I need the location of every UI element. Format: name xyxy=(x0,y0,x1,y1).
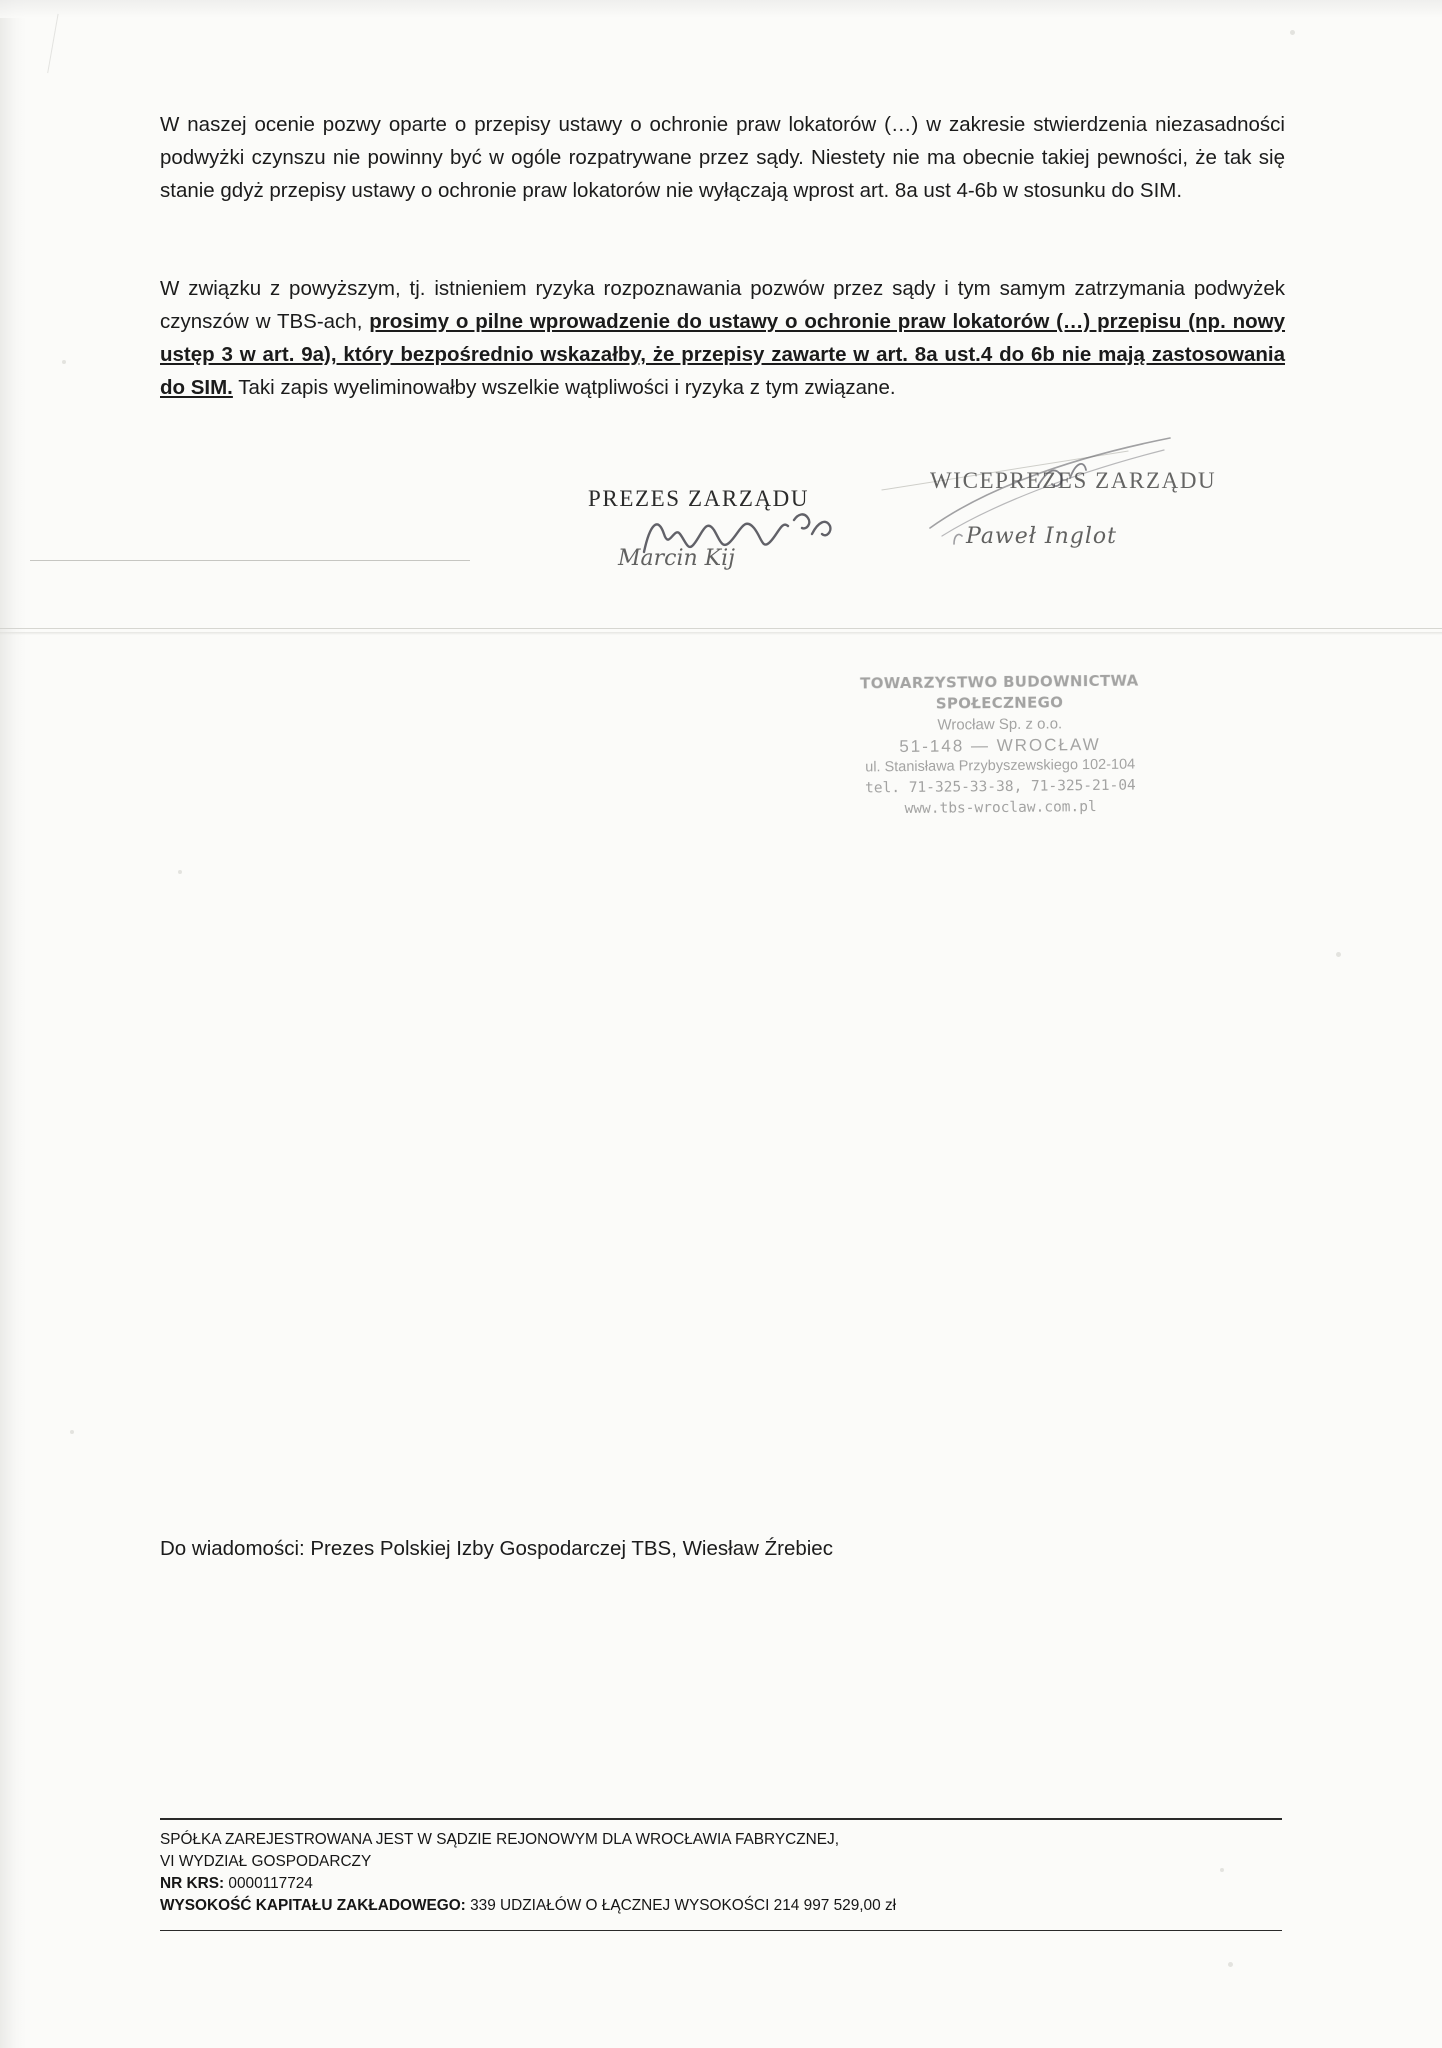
paragraph-2-emphasis: prosimy o pilne wprowadzenie do ustawy o ochronie praw lokatorów (…) przepisu (np. nowy ustęp 3 w art. 9a), który bezpośrednio wskazałby, że przepisy zawarte w art. 8a ust.4 do 6b nie mają zastosowania do SIM. xyxy=(160,310,1286,399)
scan-speck xyxy=(1228,1962,1233,1967)
signature-name-prezes: Marcin Kij xyxy=(618,546,735,571)
paragraph-2 xyxy=(160,272,1285,404)
stamp-line-company: TOWARZYSTWO BUDOWNICTWA SPOŁECZNEGO xyxy=(860,671,1139,713)
stamp-line-street: ul. Stanisława Przybyszewskiego 102-104 xyxy=(865,756,1136,776)
footer-line-2: VI WYDZIAŁ GOSPODARCZY xyxy=(160,1852,372,1870)
signature-block-prezes xyxy=(588,486,809,571)
paragraph-2-tail: Taki zapis wyeliminowałby wszelkie wątpliwości i ryzyka z tym związane. xyxy=(232,376,896,399)
footer-line-3 xyxy=(160,1873,1282,1895)
signature-area xyxy=(0,468,1442,646)
scan-speck xyxy=(1290,30,1295,35)
footer-capital-value: 339 UDZIAŁÓW O ŁĄCZNEJ WYSOKOŚCI 214 997 529,00 zł xyxy=(465,1896,897,1914)
signature-title-prezes: PREZES ZARZĄDU xyxy=(588,486,810,511)
paragraph-2-lead: W związku z powyższym, tj. istnieniem ryzyka rozpoznawania pozwów przez sądy i tym samym zatrzymania podwyżek czynszów w TBS-ach, xyxy=(160,277,1285,333)
scan-speck xyxy=(62,360,66,364)
scan-corner-mark xyxy=(47,14,110,82)
signature-block-wiceprezes xyxy=(930,468,1216,549)
document-footer xyxy=(160,1818,1282,1931)
footer-rule-bottom xyxy=(160,1930,1282,1932)
scan-speck xyxy=(1336,952,1341,957)
signature-name-wiceprezes: Paweł Inglot xyxy=(966,524,1117,549)
scan-edge-left xyxy=(0,0,26,2048)
scan-speck xyxy=(1220,1868,1224,1872)
footer-line-4 xyxy=(160,1895,1282,1917)
footer-capital-label: WYSOKOŚĆ KAPITAŁU ZAKŁADOWEGO: xyxy=(160,1896,466,1914)
stamp-line-city: 51-148 — WROCŁAW xyxy=(899,734,1101,757)
scan-fold-shadow xyxy=(0,632,1442,635)
stamp-line-website: www.tbs-wroclaw.com.pl xyxy=(904,798,1097,818)
footer-text xyxy=(160,1820,1282,1924)
cc-note: Do wiadomości: Prezes Polskiej Izby Gospodarczej TBS, Wiesław Źrebiec xyxy=(160,1537,833,1560)
scan-fold-line xyxy=(0,628,1442,629)
scan-speck xyxy=(178,870,182,874)
footer-krs-value: 0000117724 xyxy=(224,1874,313,1892)
footer-line-1: SPÓŁKA ZAREJESTROWANA JEST W SĄDZIE REJONOWYM DLA WROCŁAWIA FABRYCZNEJ, xyxy=(160,1830,840,1848)
company-stamp xyxy=(799,670,1201,821)
paragraph-1: W naszej ocenie pozwy oparte o przepisy ustawy o ochronie praw lokatorów (…) w zakresie stwierdzenia niezasadności podwyżki czynszu nie powinny być w ogóle rozpatrywane przez sądy. Niestety nie ma obecnie takiej pewności, że tak się stanie gdyż przepisy ustawy o ochronie praw lokatorów nie wyłączają wprost art. 8a ust 4-6b w stosunku do SIM. xyxy=(160,113,1285,202)
stamp-line-phone: tel. 71-325-33-38, 71-325-21-04 xyxy=(865,777,1136,797)
scan-speck xyxy=(70,1430,74,1434)
footer-krs-label: NR KRS: xyxy=(160,1874,225,1892)
signature-title-wiceprezes: WICEPREZES ZARZĄDU xyxy=(930,468,1217,493)
scan-edge-top xyxy=(0,0,1442,18)
stamp-line-entity: Wrocław Sp. z o.o. xyxy=(937,715,1063,734)
